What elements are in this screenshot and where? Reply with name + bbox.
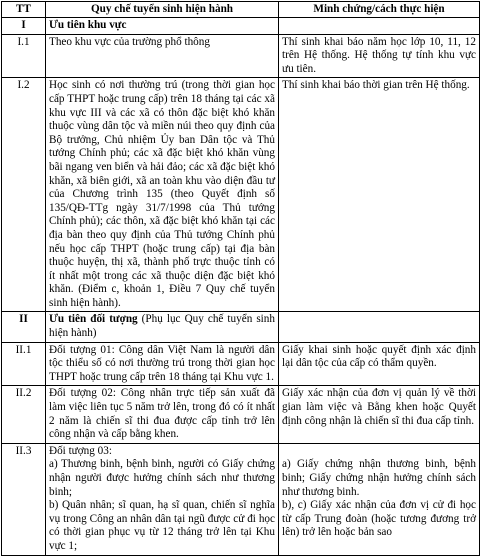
row-number: I.1 — [2, 34, 46, 78]
row-number: I.2 — [2, 78, 46, 312]
rule-item-a: a) Thương binh, bệnh binh, người có Giấy chứng nhận người được hưởng chính sách như thương binh; — [49, 458, 275, 498]
evidence-spacer — [282, 445, 476, 459]
row-number: II.1 — [2, 342, 46, 386]
rule-cell: Học sinh có nơi thường trú (trong thời gian học cấp THPT hoặc trung cấp) trên 18 tháng tại các xã khu vực III và các xã có thôn đặc biệt khó khăn thuộc vùng dân tộc và miền núi theo quy định của Bộ trưởng, Chủ nhiệm Ủy ban Dân tộc và Thủ tướng Chính phủ; các xã đặc biệt khó khăn vùng bãi ngang ven biển và hải đảo; các xã đặc biệt khó khăn, xã biên giới, xã an toàn khu vào diện đầu tư của Chương trình 135 (theo Quyết định số 135/QĐ-TTg ngày 31/7/1998 của Thủ tướng Chính phủ); các thôn, xã đặc biệt khó khăn tại các địa bàn theo quy định của Thủ tướng Chính phủ nếu học cấp THPT (hoặc trung cấp) tại địa bàn thuộc huyện, thị xã, thành phố trực thuộc tỉnh có ít nhất một trong các xã thuộc diện đặc biệt khó khăn. (Điểm c, khoản 1, Điều 7 Quy chế tuyển sinh hiện hành). — [46, 78, 279, 312]
document-page — [0, 1, 480, 552]
evidence-cell: Giấy khai sinh hoặc quyết định xác định lại dân tộc của cấp có thẩm quyền. — [279, 342, 480, 386]
table-row — [2, 34, 480, 78]
rule-cell: Đối tượng 01: Công dân Việt Nam là người dân tộc thiểu số có nơi thường trú trong thời gian học THPT hoặc trung cấp trên 18 tháng tại Khu vực 1. — [46, 342, 279, 386]
section-title — [46, 312, 279, 342]
evidence-cell: Thí sinh khai báo năm học lớp 10, 11, 12 trên Hệ thống. Hệ thống tự tính khu vực ưu tiên. — [279, 34, 480, 78]
section-number: I — [2, 18, 46, 35]
evidence-cell — [279, 443, 480, 555]
section-title-rest: (Phụ lục Quy chế tuyển sinh hiện hành) — [49, 313, 275, 340]
evidence-item-a: a) Giấy chứng nhận thương binh, bệnh binh; Giấy chứng nhận hưởng chính sách như thương binh. — [282, 458, 476, 498]
table-row — [2, 78, 480, 312]
section-evidence-empty — [279, 312, 480, 342]
table-row — [2, 386, 480, 443]
admission-priority-table — [1, 1, 480, 556]
section-title: Ưu tiên khu vực — [46, 18, 279, 35]
section-title-bold: Ưu tiên đối tượng — [49, 313, 138, 326]
rule-cell: Đối tượng 02: Công nhân trực tiếp sản xuất đã làm việc liên tục 5 năm trở lên, trong đó có ít nhất 2 năm là chiến sĩ thi đua được cấp tỉnh trở lên công nhận và cấp bằng khen. — [46, 386, 279, 443]
section-evidence-empty — [279, 18, 480, 35]
rule-item-b: b) Quân nhân; sĩ quan, hạ sĩ quan, chiến sĩ nghĩa vụ trong Công an nhân dân tại ngũ được cử đi học có thời gian phục vụ từ 12 tháng trở lên tại Khu vực 1; — [49, 499, 275, 552]
rule-cell — [46, 443, 279, 555]
rule-title: Đối tượng 03: — [49, 444, 112, 457]
header-tt: TT — [2, 2, 46, 18]
rule-cell: Theo khu vực của trường phổ thông — [46, 34, 279, 78]
section-number: II — [2, 312, 46, 342]
evidence-cell: Thí sinh khai báo thời gian trên Hệ thống. — [279, 78, 480, 312]
header-evidence: Minh chứng/cách thực hiện — [279, 2, 480, 18]
row-number: II.2 — [2, 386, 46, 443]
evidence-item-b: b), c) Giấy xác nhận của đơn vị cử đi học từ cấp Trung đoàn (hoặc tương đương trở lên) trở lên hoặc bản sao — [282, 499, 476, 539]
table-row — [2, 342, 480, 386]
section-row-area-priority — [2, 18, 480, 35]
evidence-cell: Giấy xác nhận của đơn vị quản lý về thời gian làm việc và Bằng khen hoặc Quyết định công nhận là chiến sĩ thi đua cấp tỉnh. — [279, 386, 480, 443]
table-row — [2, 443, 480, 555]
header-rule: Quy chế tuyển sinh hiện hành — [46, 2, 279, 18]
table-header-row — [2, 2, 480, 18]
row-number: II.3 — [2, 443, 46, 555]
section-row-subject-priority — [2, 312, 480, 342]
